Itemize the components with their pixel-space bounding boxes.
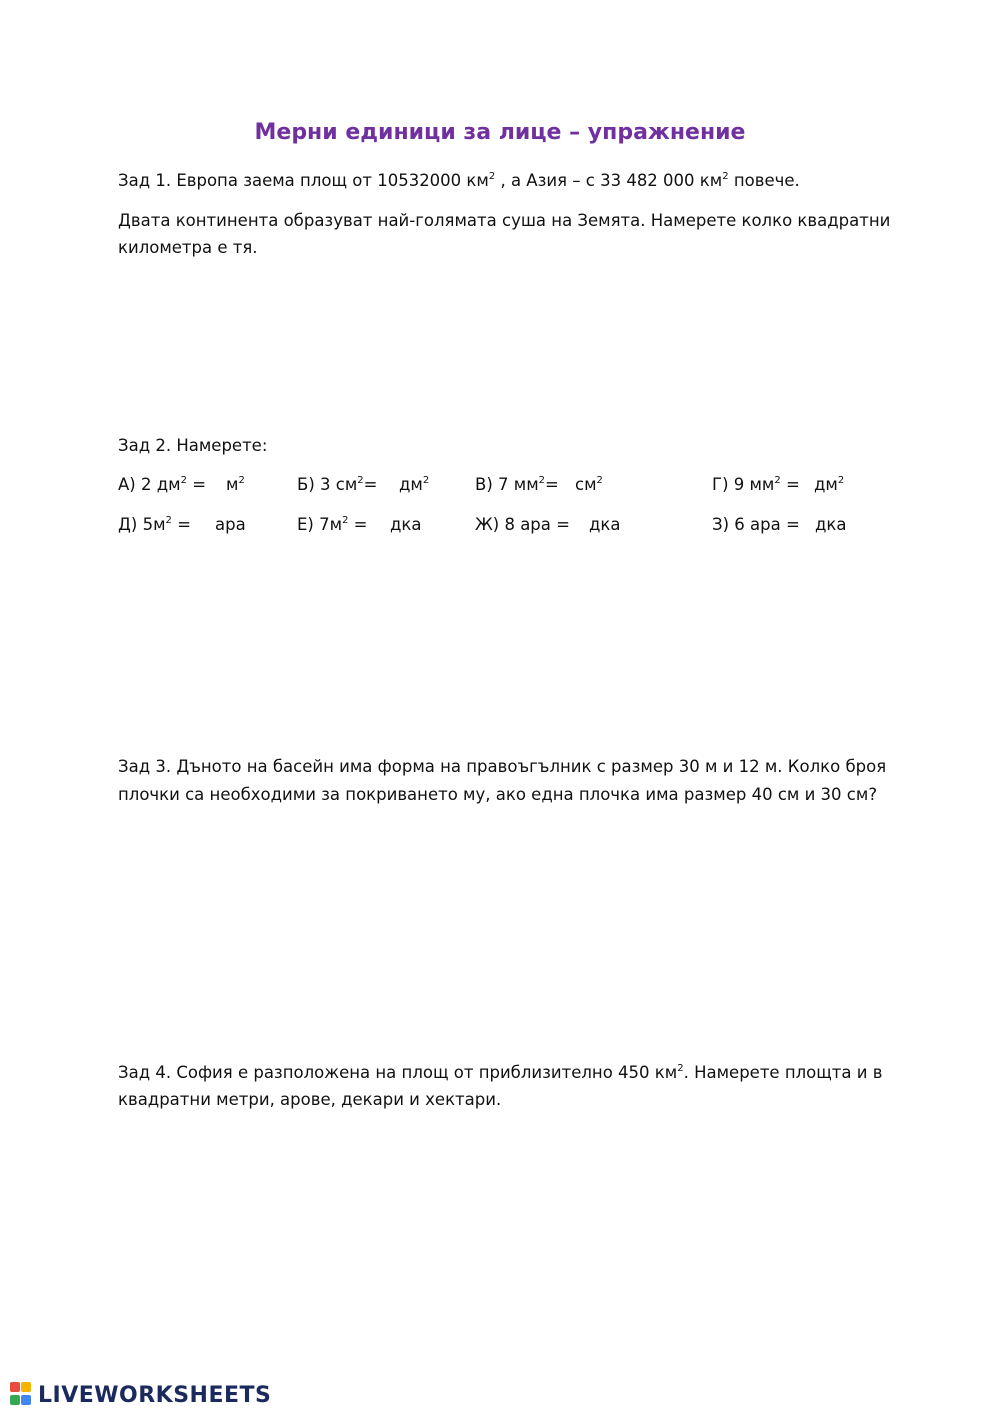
exercise-v-unit [575,475,603,494]
superscript: 2 [165,515,172,526]
exercise-left: Д) 5м [118,515,166,534]
superscript: 2 [488,171,496,182]
exercise-v [475,475,559,494]
page-title: Мерни единици за лице – упражнение [254,120,746,145]
equals: = [545,475,559,494]
task1-line3: километра е тя. [118,238,258,257]
brand-name: LIVEWORKSHEETS [38,1382,272,1408]
exercise-g [712,475,800,494]
exercise-e [297,515,368,534]
exercise-b-unit [399,475,429,494]
cube-yellow [21,1382,31,1392]
exercise-z-unit: дка [815,515,847,534]
superscript: 2 [357,475,364,486]
superscript: 2 [722,171,729,182]
exercise-left: Г) 9 мм [712,475,775,494]
unit: см [575,475,597,494]
exercise-d-unit: ара [215,515,246,534]
equals: = [363,475,378,494]
exercise-zh: Ж) 8 ара = [475,515,570,534]
unit: дм [814,475,838,494]
exercise-a-unit [226,475,245,494]
exercise-zh-unit: дка [589,515,621,534]
equals: = [171,515,191,534]
exercise-e-unit: дка [390,515,422,534]
task3-line1: Зад 3. Дъното на басейн има форма на правоъгълник с размер 30 м и 12 м. Колко броя [118,757,887,776]
exercise-a [118,475,206,494]
unit: м [226,475,239,494]
task1-line2: Двата континента образуват най-голямата суша на Земята. Намерете колко квадратни [118,211,891,230]
exercise-d [118,515,191,534]
task4-text-b: . Намерете площта и в [683,1063,883,1082]
task1-text-b: , а Азия – с 33 482 000 км [495,171,723,190]
task4-line1 [118,1060,882,1086]
cube-red [10,1382,20,1392]
superscript: 2 [238,475,245,486]
task4-text-a: Зад 4. София е разположена на площ от приблизително 450 км [118,1063,678,1082]
exercise-g-unit [814,475,844,494]
exercise-left: Е) 7м [297,515,343,534]
superscript: 2 [596,475,603,486]
unit: дм [399,475,423,494]
equals: = [186,475,207,494]
task1-text-a: Зад 1. Европа заема площ от 10532000 км [118,171,489,190]
superscript: 2 [422,475,430,486]
exercise-left: А) 2 дм [118,475,181,494]
superscript: 2 [677,1063,684,1074]
exercise-b [297,475,377,494]
superscript: 2 [538,475,546,486]
superscript: 2 [342,515,349,526]
task1-line1 [118,168,800,194]
exercise-left: Б) 3 см [297,475,358,494]
cube-blue [21,1395,31,1405]
superscript: 2 [180,475,187,486]
task4-line2: квадратни метри, арове, декари и хектари. [118,1090,502,1109]
exercise-left: В) 7 мм [475,475,539,494]
liveworksheets-logo [10,1381,271,1409]
superscript: 2 [837,475,845,486]
cubes-icon [10,1382,32,1408]
exercise-z: З) 6 ара = [712,515,800,534]
cube-green [10,1395,20,1405]
equals: = [780,475,800,494]
task2-heading: Зад 2. Намерете: [118,436,268,455]
task3-line2: плочки са необходими за покриването му, ако една плочка има размер 40 см и 30 см? [118,785,878,804]
task1-text-c: повече. [728,171,800,190]
equals: = [348,515,368,534]
superscript: 2 [774,475,781,486]
